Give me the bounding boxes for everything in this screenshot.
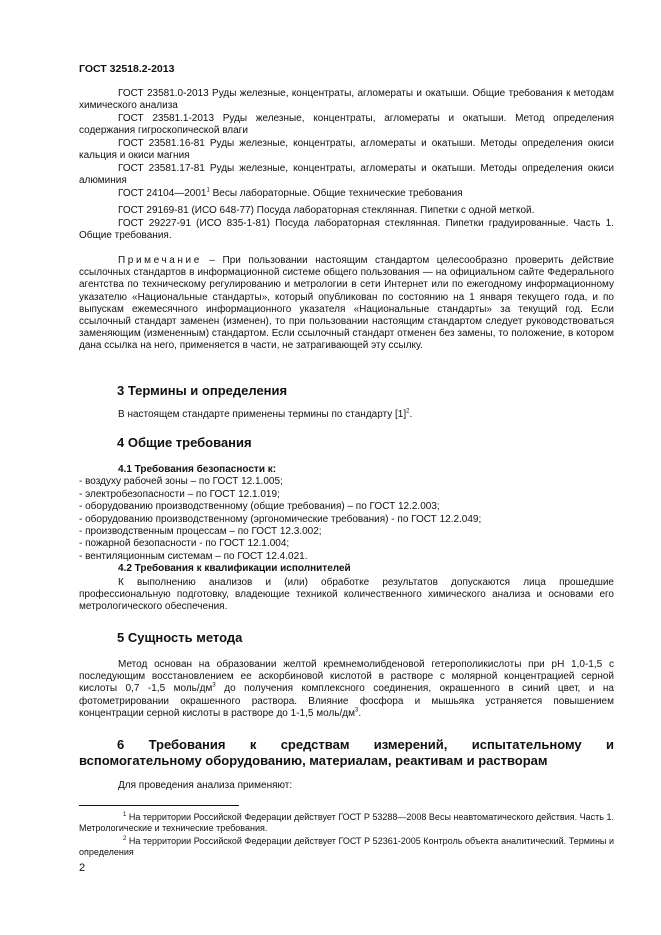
reference-item: ГОСТ 23581.1-2013 Руды железные, концентраты, агломераты и окатыши. Метод определения содержания гигроскопической влаги (79, 113, 614, 137)
note-paragraph: Примечание – При пользовании настоящим стандартом целесообразно проверить действие ссылочных стандартов в информационной системе общего пользования — на официальном сайте Федерального агентства по техническому регулированию и метрологии в сети Интернет или по ежегодному информационному указателю «Национальные стандарты», который опубликован по состоянию на 1 января текущего года, и по выпускам ежемесячного информационного указателя «Национальные стандарты» за текущий год. Если ссылочный стандарт заменен (изменен), то при пользовании настоящим стандартом следует руководствоваться заменяющим (измененным) стандартом. Если ссылочный стандарт отменен без замены, то положение, в котором дана ссылка на него, применяется в части, не затрагивающей эту ссылку. (79, 255, 614, 352)
reference-item: ГОСТ 23581.16-81 Руды железные, концентраты, агломераты и окатыши. Методы определения окиси кальция и окиси магния (79, 138, 614, 162)
list-item: - пожарной безопасности - по ГОСТ 12.1.004; (79, 538, 290, 550)
section-4-heading: 4 Общие требования (117, 435, 252, 450)
section-5-heading: 5 Сущность метода (117, 630, 243, 645)
section-3-heading: 3 Термины и определения (117, 383, 288, 398)
reference-item: ГОСТ 23581.0-2013 Руды железные, концентраты, агломераты и окатыши. Общие требования к методам химического анализа (79, 88, 614, 112)
doc-code-header: ГОСТ 32518.2-2013 (79, 63, 175, 75)
footnote-2: $^2$ На территории Российской Федерации действует ГОСТ Р 52361-2005 Контроль объекта аналитический. Термины и определения (79, 836, 614, 857)
section-6-text: Для проведения анализа применяют: (118, 780, 293, 791)
section-4-list (79, 464, 614, 576)
list-item: - производственным процессам – по ГОСТ 12.3.002; (79, 526, 322, 538)
note-label: Примечание (118, 255, 202, 266)
section-5-text: Метод основан на образовании желтой кремнемолибденовой гетерополикислоты при pH 1,0-1,5 с последующим восстановлением ее аскорбиновой кислотой в растворе с молярной концентрацией серной кислоты 0,7 -1,5 моль/$дм^3$ до получения комплексного соединения, окрашенного в синий цвет, и на фотометрировании окрашенного раствора. Влияние фосфора и мышьяка устраняется повышением концентрации серной кислоты в растворе до 1-1,5 моль/$дм^3$. (79, 659, 614, 719)
section-4-text: К выполнению анализов и (или) обработке результатов допускаются лица прошедшие профессиональную подготовку, владеющие техникой количественного химического анализа и основами его метрологического обеспечения. (79, 577, 614, 613)
page-number: 2 (79, 862, 86, 874)
subsection-heading: 4.1 Требования безопасности к: (118, 464, 277, 475)
section-3-text: В настоящем стандарте применены термины по стандарту $[1]^2$. (118, 408, 413, 420)
footnote-1: $^1$ На территории Российской Федерации действует ГОСТ Р 53288—2008 Весы неавтоматического действия. Часть 1. Метрологические и технические требования. (79, 812, 614, 833)
footnote-separator (79, 805, 239, 806)
list-item: - оборудованию производственному (эргономические требования) - по ГОСТ 12.2.049; (79, 513, 482, 525)
footnote-ref: 1 (206, 187, 210, 194)
section-6-heading: 6 Требования к средствам измерений, испытательному и вспомогательному оборудованию, материалам, реактивам и растворам (79, 737, 614, 768)
list-item: - электробезопасности – по ГОСТ 12.1.019; (79, 488, 280, 500)
reference-item: ГОСТ 23581.17-81 Руды железные, концентраты, агломераты и окатыши. Методы определения окиси алюминия (79, 163, 614, 187)
reference-item: ГОСТ 29227-91 (ИСО 835-1-81) Посуда лабораторная стеклянная. Пипетки градуированные. Часть 1. Общие требования. (79, 218, 614, 242)
reference-item: ГОСТ 24104—2001$^1$ Весы лабораторные. Общие технические требования (118, 187, 463, 199)
subsection-heading: 4.2 Требования к квалификации исполнителей (118, 563, 351, 575)
reference-item: ГОСТ 29169-81 (ИСО 648-77) Посуда лабораторная стеклянная. Пипетки с одной меткой. (118, 205, 535, 216)
list-item: - оборудованию производственному (общие требования) – по ГОСТ 12.2.003; (79, 501, 440, 513)
footnote-ref: 2 (406, 408, 410, 415)
list-item: - вентиляционным системам – по ГОСТ 12.4.021. (79, 550, 308, 562)
list-item: - воздуху рабочей зоны – по ГОСТ 12.1.005; (79, 476, 283, 488)
